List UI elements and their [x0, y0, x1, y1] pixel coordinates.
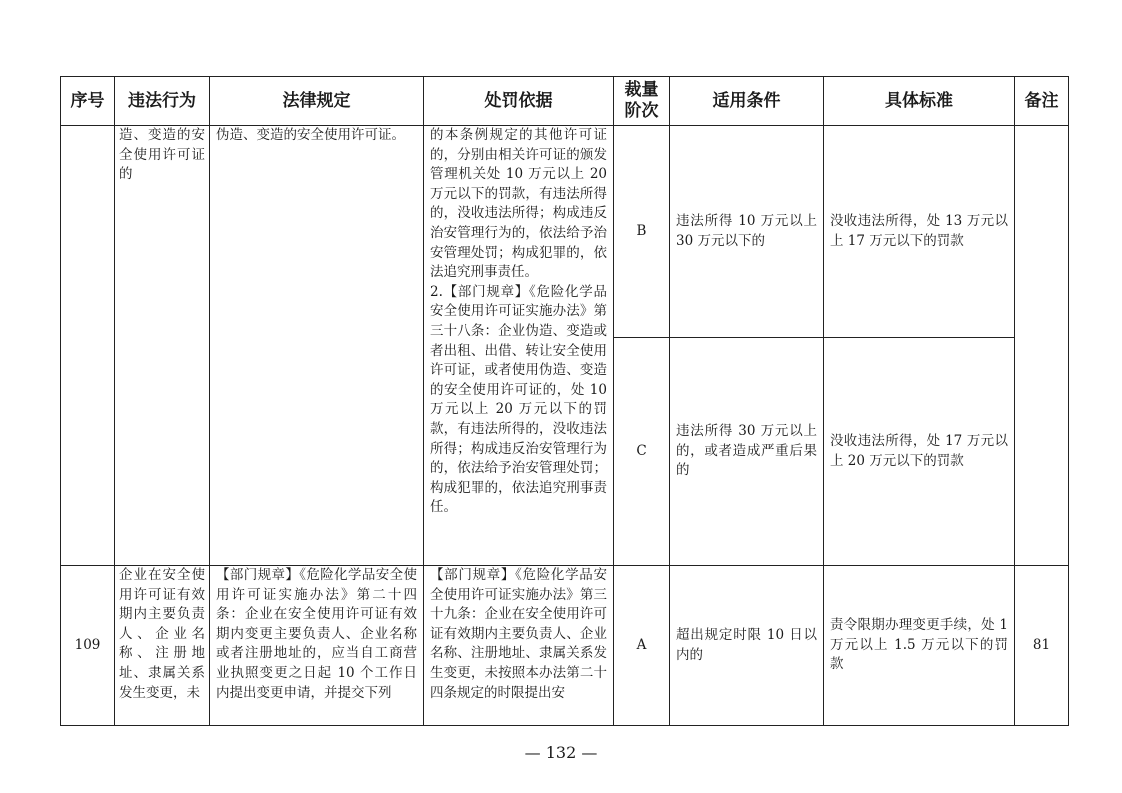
header-condition: 适用条件 [670, 77, 824, 126]
cell-level-109: A [614, 566, 670, 726]
cell-law-109: 【部门规章】《危险化学品安全使用许可证实施办法》第二十四条：企业在安全使用许可证有效期内变更主要负责人、企业名称或者注册地址的，应当自工商营业执照变更之日起 10 个工作日内提出变更申请，并提交下列 [210, 566, 424, 726]
regulation-table-page [60, 76, 1068, 726]
cell-standard-b: 没收违法所得，处 13 万元以上 17 万元以下的罚款 [824, 126, 1015, 338]
cell-condition-c: 违法所得 30 万元以上的，或者造成严重后果的 [670, 338, 824, 566]
cell-basis-prev: 的本条例规定的其他许可证的，分别由相关许可证的颁发管理机关处 10 万元以上 20 万元以下的罚款，有违法所得的，没收违法所得；构成违反治安管理行为的，依法给予治安管理处罚；构成犯罪的，依法追究刑事责任。 2.【部门规章】《危险化学品安全使用许可证实施办法》第三十八条：企业伪造、变造或者出租、出借、转让安全使用许可证，或者使用伪造、变造的安全使用许可证的，处 10 万元以上 20 万元以下的罚款，有违法所得的，没收违法所得；构成违反治安管理行为的，依法给予治安管理处罚；构成犯罪的，依法追究刑事责任。 [424, 126, 614, 566]
header-seq: 序号 [61, 77, 115, 126]
cell-violation-109: 企业在安全使用许可证有效期内主要负责人、企业名称、注册地址、隶属关系发生变更，未 [115, 566, 210, 726]
table-row [61, 126, 1069, 338]
cell-seq-109: 109 [61, 566, 115, 726]
cell-seq-prev [61, 126, 115, 566]
cell-condition-109: 超出规定时限 10 日以内的 [670, 566, 824, 726]
penalty-standard-table [60, 76, 1069, 726]
cell-level-c: C [614, 338, 670, 566]
cell-standard-109: 责令限期办理变更手续，处 1 万元以上 1.5 万元以下的罚款 [824, 566, 1015, 726]
page-number: — 132 — [524, 743, 598, 762]
cell-condition-b: 违法所得 10 万元以上 30 万元以下的 [670, 126, 824, 338]
header-basis: 处罚依据 [424, 77, 614, 126]
cell-violation-prev: 造、变造的安全使用许可证的 [115, 126, 210, 566]
cell-remark-109: 81 [1015, 566, 1069, 726]
header-violation: 违法行为 [115, 77, 210, 126]
header-remark: 备注 [1015, 77, 1069, 126]
table-row [61, 566, 1069, 726]
cell-standard-c: 没收违法所得，处 17 万元以上 20 万元以下的罚款 [824, 338, 1015, 566]
cell-basis-109: 【部门规章】《危险化学品安全使用许可证实施办法》第三十九条：企业在安全使用许可证有效期内主要负责人、企业名称、注册地址、隶属关系发生变更，未按照本办法第二十四条规定的时限提出安 [424, 566, 614, 726]
table-header-row [61, 77, 1069, 126]
cell-law-prev: 伪造、变造的安全使用许可证。 [210, 126, 424, 566]
header-law: 法律规定 [210, 77, 424, 126]
cell-remark-prev [1015, 126, 1069, 566]
header-level: 裁量 阶次 [614, 77, 670, 126]
header-standard: 具体标准 [824, 77, 1015, 126]
cell-level-b: B [614, 126, 670, 338]
